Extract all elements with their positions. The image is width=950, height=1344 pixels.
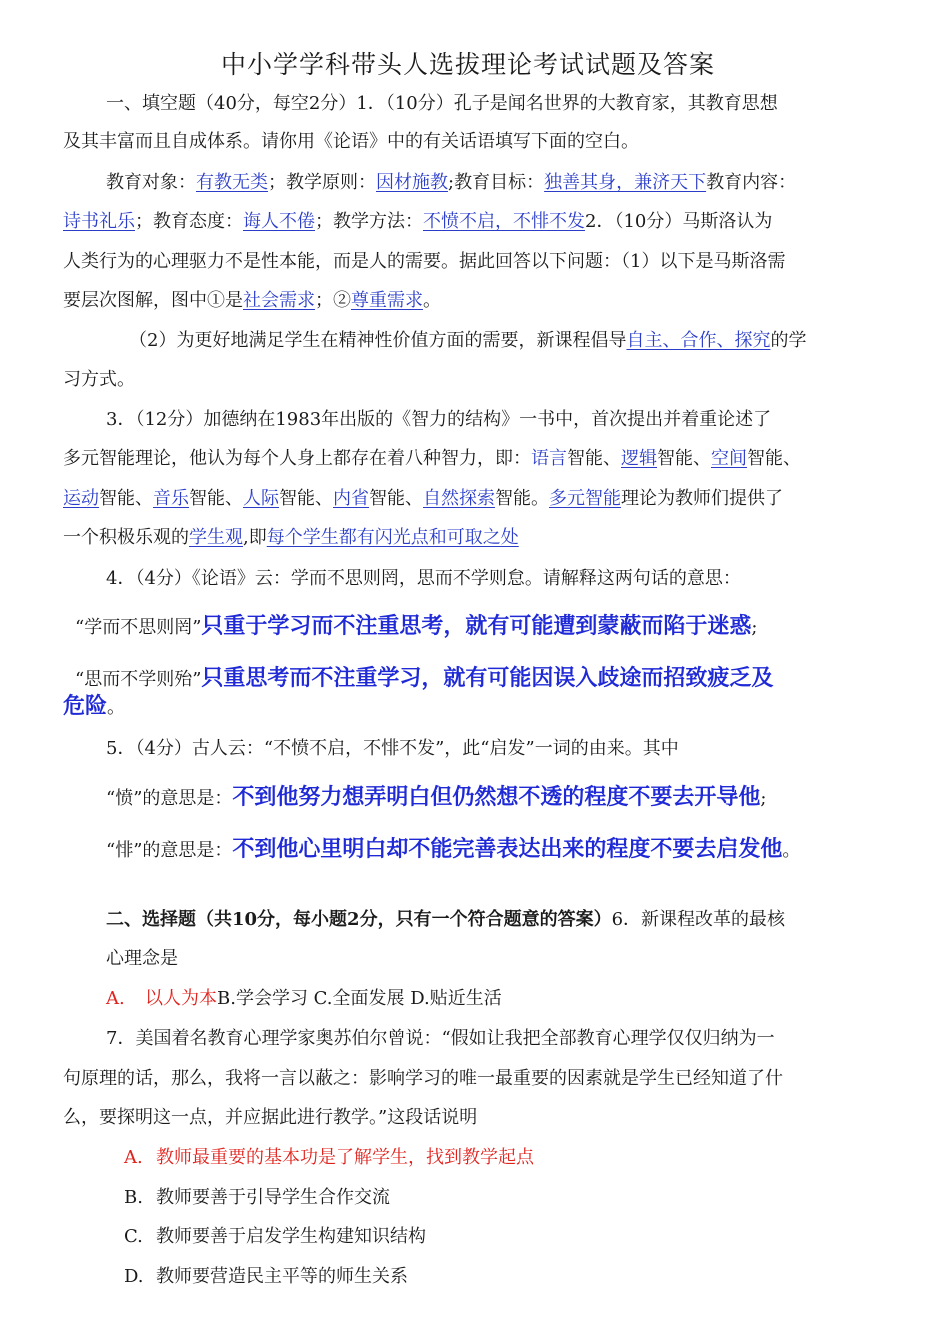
q2-line-4: 习方式。 [63,369,135,390]
option-letter: B. [124,1187,143,1208]
q6-answer-text: 以人为本 [145,988,217,1009]
q3-line-1: 3．（12分）加德纳在1983年出版的《智力的结构》一书中，首次提出并着重论述了 [106,409,772,430]
option-letter: C. [124,1226,143,1247]
answer-language: 语言 [531,448,567,469]
answer-object: 有教无类 [196,172,268,193]
q4-prompt-1: “学而不思则罔” [75,617,202,638]
q3-sep: 智能、 [369,488,423,509]
q3-sep: 智能、 [279,488,333,509]
q3-sep: 智能、 [747,448,801,469]
q5-answer-2: 不到他心里明白却不能完善表达出来的程度不要去启发他 [232,837,783,862]
label-principle: ；教学原则： [268,172,376,193]
q1-intro-line-2: 及其丰富而且自成体系。请你用《论语》中的有关话语填写下面的空白。 [63,131,639,152]
q3-sep: 智能、 [657,448,711,469]
page-title: 中小学学科带头人选拔理论考试试题及答案 [221,50,716,79]
q7-option-c [124,1224,426,1250]
answer-principle: 因材施教 [376,172,448,193]
label-object: 教育对象： [106,172,196,193]
q3-text-a: 多元智能理论，他认为每个人身上都存在着八种智力，即： [63,448,531,469]
q4-answer-2-continued: 危险 [63,694,108,719]
q2-line-2 [63,288,441,314]
q3-text-b: 理论为教师们提供了 [621,488,783,509]
option-text: 教师要营造民主平等的师生关系 [156,1266,408,1287]
answer-logic: 逻辑 [621,448,657,469]
q5-answer-2-line [106,835,800,865]
q2-line-1: 人类行为的心理驱力不是性本能，而是人的需要。据此回答以下问题：（1）以下是马斯洛需 [63,251,786,272]
q6-options [106,986,502,1012]
option-text: 教师最重要的基本功是了解学生，找到教学起点 [156,1147,534,1168]
answer-method: 不愤不启，不悱不发 [423,211,585,232]
q4-line-1: 4．（4分）《论语》云：学而不思则罔，思而不学则怠。请解释这两句话的意思： [106,568,741,589]
answer-interpersonal: 人际 [243,488,279,509]
q3-sep: 智能、 [99,488,153,509]
q4-answer-2-cont [63,692,125,722]
label-goal: ;教育目标： [448,172,545,193]
label-content: 教育内容： [706,172,797,193]
q5-punct: 。 [782,840,801,861]
q4-answer-2: 只重思考而不注重学习，就有可能因误入歧途而招致疲乏及 [201,666,774,691]
q2-line-3 [129,328,806,354]
option-letter: D. [124,1266,144,1287]
q7-option-b [124,1185,390,1211]
option-text: 教师要善于引导学生合作交流 [156,1187,390,1208]
q2-text-c: 。 [423,290,441,311]
q6-answer-letter: A. [106,988,125,1009]
label-attitude: ；教育态度： [135,211,243,232]
answer-learning-style: 自主、合作、探究 [626,330,771,351]
q2-text-e: 的学 [770,330,807,351]
q1-answers-line-1 [106,170,796,196]
answer-space: 空间 [711,448,747,469]
q4-prompt-2: “思而不学则殆” [75,669,202,690]
q3-line-4 [63,525,519,551]
q1-intro-line [106,91,778,117]
q5-punct: ; [760,788,767,809]
q7-line-3: 么，要探明这一点，并应据此进行教学。”这段话说明 [63,1107,478,1128]
answer-content: 诗书礼乐 [63,211,135,232]
answer-attitude: 诲人不倦 [243,211,315,232]
q2-text-d: （2）为更好地满足学生在精神性价值方面的需要，新课程倡导 [129,330,627,351]
q7-option-a [124,1145,534,1171]
q3-text-d: ,即 [243,527,267,548]
q4-answer-2-line [75,664,773,694]
answer-music: 音乐 [153,488,189,509]
option-text: 教师要善于启发学生构建知识结构 [156,1226,426,1247]
q5-answer-1: 不到他努力想弄明白但仍然想不透的程度不要去开导他 [232,785,761,810]
answer-student-view: 学生观 [189,527,243,548]
answer-respect-need: 尊重需求 [351,290,423,311]
section2-heading-line [106,907,785,933]
q2-text-b: ；② [315,290,351,311]
q3-sep: 智能。 [495,488,549,509]
q7-line-1: 7．美国着名教育心理学家奥苏伯尔曾说：“假如让我把全部教育心理学仅仅归纳为一 [106,1028,775,1049]
section1-heading: 一、填空题（40分，每空2分） [106,93,357,114]
section2-heading: 二、选择题（共10分，每小题2分，只有一个符合题意的答案） [106,909,612,930]
q3-line-3 [63,486,783,512]
q3-sep: 智能、 [567,448,621,469]
answer-multi-intelligence: 多元智能 [549,488,621,509]
q2-intro: 2．（10分）马斯洛认为 [585,211,773,232]
q5-prompt-1: “愤”的意思是： [106,788,233,809]
q7-line-2: 句原理的话，那么，我将一言以蔽之：影响学习的唯一最重要的因素就是学生已经知道了什 [63,1068,783,1089]
q4-punct: 。 [107,697,126,718]
label-method: ；教学方法： [315,211,423,232]
option-letter: A. [124,1147,143,1168]
q1-intro: 1．（10分）孔子是闻名世界的大教育家，其教育思想 [356,93,778,114]
q4-punct: ; [751,617,758,638]
q5-line-1: 5．（4分）古人云：“不愤不启，不悱不发”，此“启发”一词的由来。其中 [106,738,679,759]
q4-answer-1-line [75,612,758,642]
q6-intro: 6．新课程改革的最核 [611,909,786,930]
q4-answer-1: 只重于学习而不注重思考，就有可能遭到蒙蔽而陷于迷惑 [201,614,752,639]
q3-text-c: 一个积极乐观的 [63,527,189,548]
q3-line-2 [63,446,801,472]
q3-sep: 智能、 [189,488,243,509]
q5-answer-1-line [106,783,767,813]
q5-prompt-2: “悱”的意思是： [106,840,233,861]
answer-social-need: 社会需求 [243,290,315,311]
q6-line-2: 心理念是 [106,948,178,969]
answer-motion: 运动 [63,488,99,509]
answer-goal: 独善其身，兼济天下 [544,172,707,193]
answer-nature: 自然探索 [423,488,495,509]
answer-student-view-detail: 每个学生都有闪光点和可取之处 [266,527,519,548]
q2-text-a: 要层次图解，图中①是 [63,290,243,311]
answer-intrapersonal: 内省 [333,488,369,509]
q6-other-options: B.学会学习 C.全面发展 D.贴近生活 [217,988,502,1009]
q7-option-d [124,1264,408,1290]
q1-answers-line-2 [63,209,772,235]
